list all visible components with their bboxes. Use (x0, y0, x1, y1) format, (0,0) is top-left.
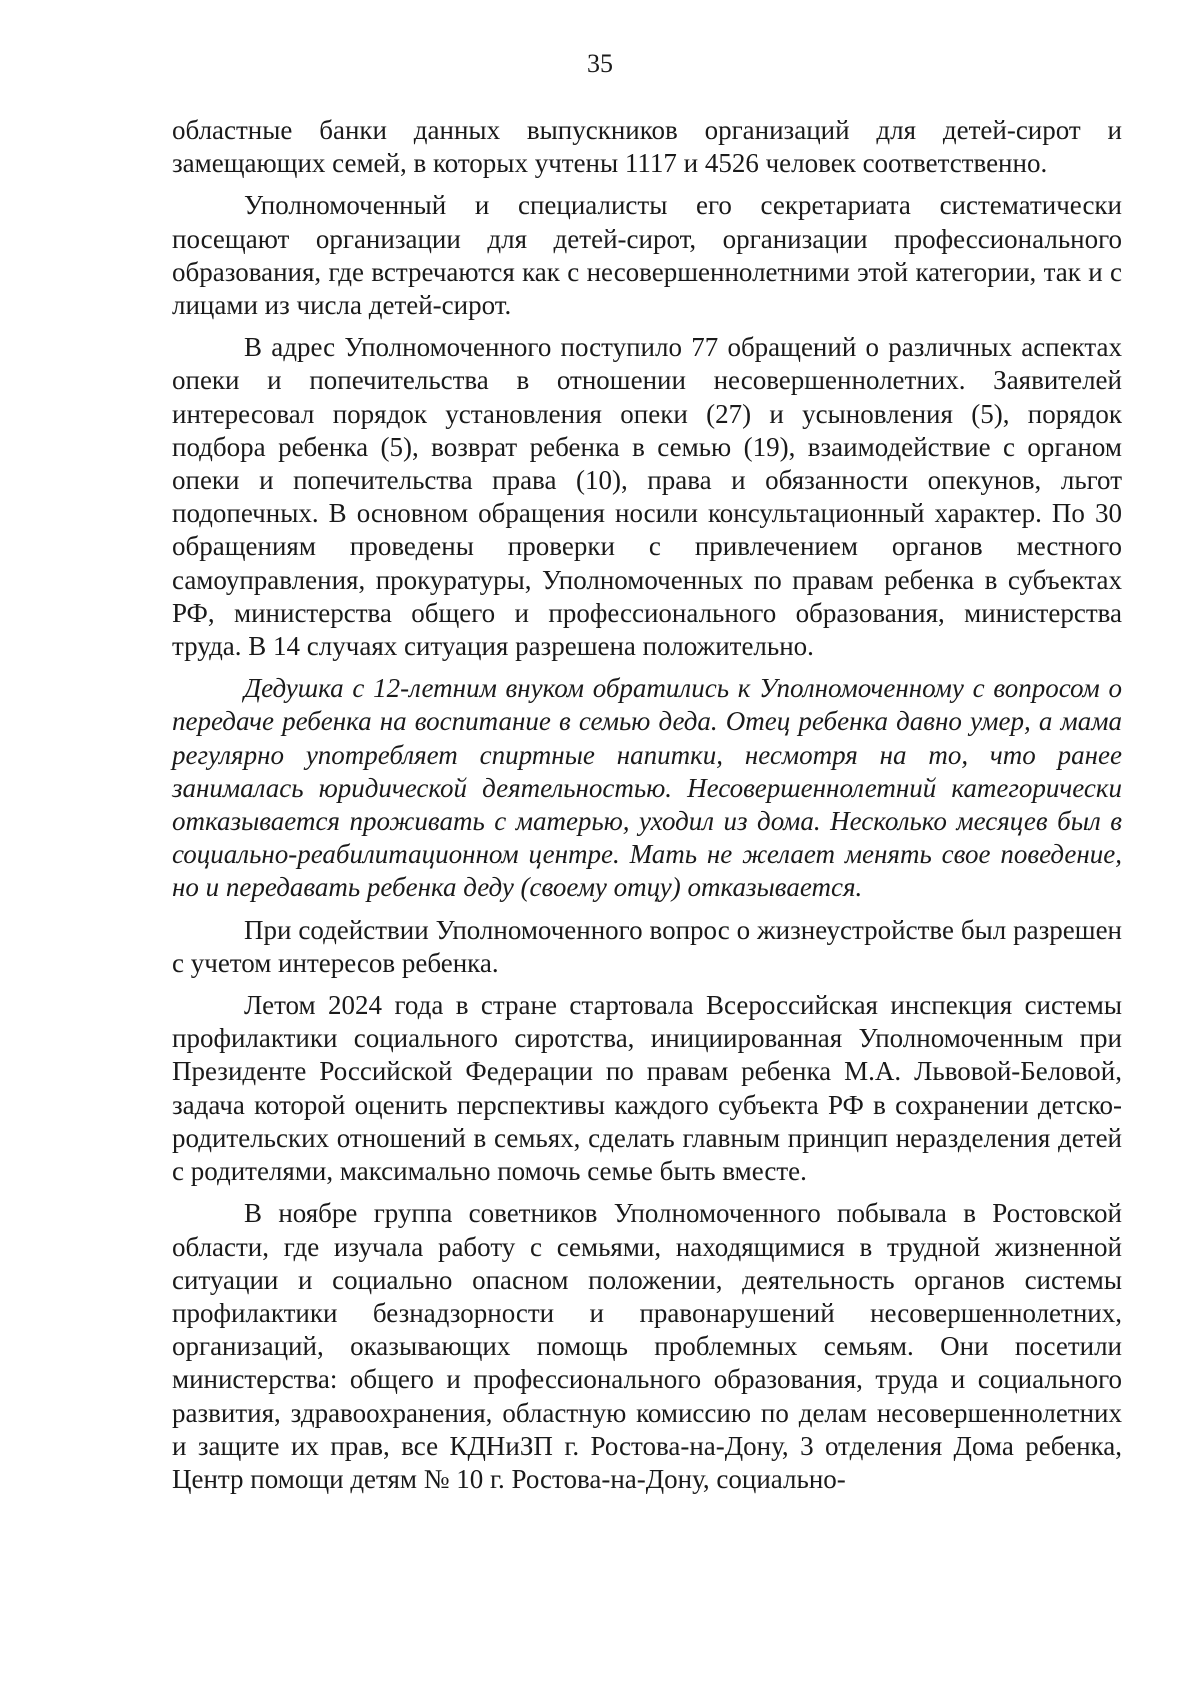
paragraph-visits: Уполномоченный и специалисты его секретариата систематически посещают организации для детей-сирот, организации профессионального образования, где встречаются как с несовершеннолетними этой категории, так и с лицами из числа детей-сирот. (172, 190, 1122, 321)
paragraph-case-resolution: При содействии Уполномоченного вопрос о жизнеустройстве был разрешен с учетом интересов ребенка. (172, 914, 1122, 978)
paragraph-continuation-banks: областные банки данных выпускников организаций для детей-сирот и замещающих семей, в которых учтены 1117 и 4526 человек соответственно. (172, 115, 1122, 179)
paragraph-guardianship-appeals: В адрес Уполномоченного поступило 77 обращений о различных аспектах опеки и попечительства в отношении несовершеннолетних. Заявителей интересовал порядок установления опеки (27) и усыновления (5), порядок подбора ребенка (5), возврат ребенка в семью (19), взаимодействие с органом опеки и попечительства права (10), права и обязанности опекунов, льгот подопечных. В основном обращения носили консультационный характер. По 30 обращениям проведены проверки с привлечением органов местного самоуправления, прокуратуры, Уполномоченных по правам ребенка в субъектах РФ, министерства общего и профессионального образования, министерства труда. В 14 случаях ситуация разрешена положительно. (172, 332, 1122, 662)
paragraph-case-example: Дедушка с 12-летним внуком обратились к Уполномоченному с вопросом о передаче ребенка на воспитание в семью деда. Отец ребенка давно умер, а мама регулярно употребляет спиртные напитки, несмотря на то, что ранее занималась юридической деятельностью. Несовершеннолетний категорически отказывается проживать с матерью, уходил из дома. Несколько месяцев был в социально-реабилитационном центре. Мать не желает менять свое поведение, но и передавать ребенка деду (своему отцу) отказывается. (172, 673, 1122, 903)
page-number: 35 (587, 49, 613, 78)
paragraph-rostov-visit: В ноябре группа советников Уполномоченного побывала в Ростовской области, где изучала работу с семьями, находящимися в трудной жизненной ситуации и социально опасном положении, деятельность органов системы профилактики безнадзорности и правонарушений несовершеннолетних, организаций, оказывающих помощь проблемных семьям. Они посетили министерства: общего и профессионального образования, труда и социального развития, здравоохранения, областную комиссию по делам несовершеннолетних и защите их прав, все КДНиЗП г. Ростова-на-Дону, 3 отделения Дома ребенка, Центр помощи детям № 10 г. Ростова-на-Дону, социально- (172, 1198, 1122, 1494)
document-body (172, 114, 1122, 1505)
paragraph-inspection: Летом 2024 года в стране стартовала Всероссийская инспекция системы профилактики социального сиротства, инициированная Уполномоченным при Президенте Российской Федерации по правам ребенка М.А. Львовой-Беловой, задача которой оценить перспективы каждого субъекта РФ в сохранении детско-родительских отношений в семьях, сделать главным принцип неразделения детей с родителями, максимально помочь семье быть вместе. (172, 990, 1122, 1187)
